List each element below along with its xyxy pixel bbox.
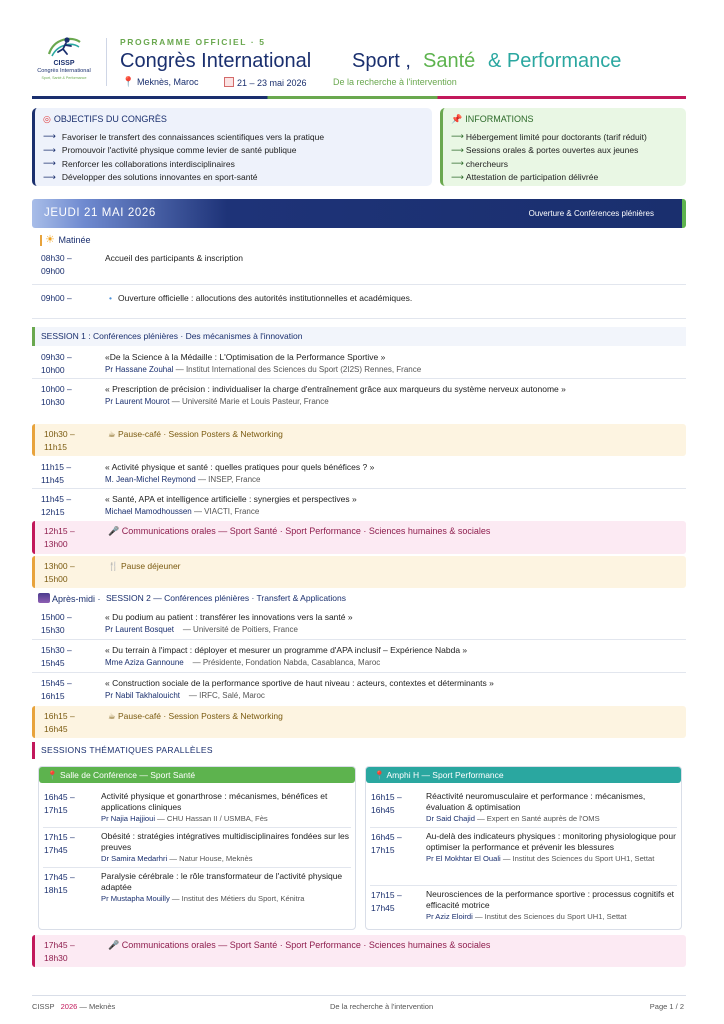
day-banner	[32, 199, 686, 228]
time-slot: 16h15 – 16h45	[371, 792, 402, 815]
talk-block	[426, 791, 678, 824]
speaker-name: Dr Said Chajid	[426, 814, 475, 823]
talk-title: • Ouverture officielle : allocutions des autorités institutionnelles et académiques.	[109, 293, 413, 303]
time-slot: 10h30 – 11h15	[44, 429, 75, 452]
runner-logo-icon	[46, 34, 82, 60]
communications-label: 🎤 Communications orales — Sport Santé · Sport Performance · Sciences humaines & sociales	[108, 940, 491, 950]
info-text: chercheurs	[465, 158, 508, 169]
cutlery-icon: 🍴	[108, 561, 121, 571]
coffee-icon: ☕	[108, 429, 118, 439]
objective-text: Favoriser le transfert des connaissances scientifiques vers la pratique	[61, 131, 325, 142]
afternoon-label	[38, 593, 101, 604]
logo-tagline: Sport, Santé & Performance	[41, 76, 87, 80]
page-footer	[32, 995, 686, 1015]
microphone-icon: 🎤	[108, 526, 122, 536]
time-slot: 11h15 – 11h45	[41, 462, 72, 485]
schedule-row	[32, 677, 686, 703]
location-pin-icon: 📍	[47, 770, 60, 780]
session-1-header: SESSION 1 : Conférences plénières · Des mécanismes à l'innovation	[32, 327, 686, 346]
arrow-right-icon: ⟶	[451, 158, 464, 169]
talk-title: «De la Science à la Médaille : L'Optimisation de la Performance Sportive »	[105, 352, 386, 362]
afternoon-text: Après-midi ·	[52, 594, 101, 604]
objective-text: Développer des solutions innovantes en sport-santé	[61, 172, 258, 183]
speaker-name: Pr Nabil Takhalouicht	[105, 691, 181, 700]
speaker-line	[101, 853, 351, 864]
title-sport: Sport ,	[352, 50, 411, 72]
objective-item	[43, 144, 424, 158]
time-slot: 10h00 – 10h30	[41, 384, 72, 407]
informations-heading	[451, 114, 678, 125]
objective-item	[43, 130, 424, 144]
talk-title: « Santé, APA et intelligence artificielle : synergies et perspectives »	[105, 494, 357, 504]
speaker-affiliation: — Institut des Métiers du Sport, Kénitra	[171, 894, 305, 903]
talk-block	[105, 611, 665, 636]
speaker-name: Pr El Mokhtar El Ouali	[426, 854, 501, 863]
logo-acronym: CISSP	[53, 60, 75, 67]
event-tagline: De la recherche à l'intervention	[333, 77, 457, 87]
speaker-name: Pr Najia Hajjioui	[101, 814, 156, 823]
speaker-name: Pr Laurent Mourot	[105, 397, 170, 406]
parallel-track-sport-sante	[38, 766, 356, 930]
info-text: Sessions orales & portes ouvertes aux jeunes	[465, 145, 639, 156]
page-header	[0, 0, 724, 98]
arrow-right-icon: ⟶	[451, 144, 464, 155]
talk-block	[105, 644, 665, 669]
talk-title: « Prescription de précision : individualiser la charge d'entraînement grâce aux marqueurs du système nerveux autonome »	[105, 384, 566, 394]
speaker-line	[426, 813, 678, 824]
speaker-line	[105, 506, 665, 518]
parallel-track-sport-performance	[365, 766, 682, 930]
oral-communications-row	[32, 521, 686, 554]
speaker-line	[105, 364, 665, 376]
arrow-right-icon: ⟶	[451, 131, 464, 142]
talk-block	[426, 831, 678, 864]
speaker-affiliation: — Natur House, Meknès	[169, 854, 253, 863]
speaker-affiliation: — Université Marie et Louis Pasteur, France	[171, 397, 329, 406]
day-subtitle: Ouverture & Conférences plénières	[528, 209, 654, 218]
talk-title: « Activité physique et santé : quelles pratiques pour quels bénéfices ? »	[105, 462, 375, 472]
time-slot: 09h00 –	[41, 293, 72, 303]
cissp-logo	[32, 34, 96, 90]
arrow-right-icon: ⟶	[43, 171, 56, 182]
row-divider	[32, 318, 686, 319]
speaker-affiliation: — INSEP, France	[197, 475, 261, 484]
track-header	[366, 767, 681, 783]
speaker-name: Pr Hassane Zouhal	[105, 365, 174, 374]
time-slot: 16h45 – 17h15	[44, 792, 75, 815]
talk-block	[105, 351, 665, 376]
speaker-name: Dr Samira Medarhri	[101, 854, 168, 863]
info-text: Attestation de participation délivrée	[465, 172, 599, 183]
bullet-dot-icon: •	[109, 293, 112, 303]
row-divider	[32, 284, 686, 285]
objectives-box	[32, 108, 432, 186]
arrow-right-icon: ⟶	[43, 144, 56, 155]
track-header	[39, 767, 355, 783]
speaker-name: M. Jean-Michel Reymond	[105, 475, 196, 484]
communications-label: 🎤 Communications orales — Sport Santé · Sport Performance · Sciences humaines & sociales	[108, 526, 491, 536]
lunch-break-row	[32, 556, 686, 588]
talk-block	[105, 461, 665, 486]
day-title: JEUDI 21 MAI 2026	[44, 207, 156, 219]
speaker-name: Mme Aziza Gannoune	[105, 658, 184, 667]
informations-title: INFORMATIONS	[465, 114, 534, 124]
schedule-row	[32, 493, 686, 519]
speaker-affiliation: — VIACTI, France	[193, 507, 260, 516]
oral-communications-row	[32, 935, 686, 967]
speaker-affiliation: — Institut International des Sciences du Sport (2I2S) Rennes, France	[175, 365, 422, 374]
objective-item	[43, 157, 424, 171]
schedule-row	[32, 351, 686, 377]
talk-title: Obésité : stratégies intégratives multidisciplinaires fondées sur les preuves	[101, 831, 350, 852]
afternoon-icon	[38, 593, 50, 603]
informations-box	[440, 108, 686, 186]
row-divider	[32, 672, 686, 673]
talk-block	[426, 889, 678, 922]
speaker-affiliation: — Institut des Sciences du Sport UH1, Settat	[474, 912, 627, 921]
talk-title: « Du podium au patient : transférer les innovations vers la santé »	[105, 612, 353, 622]
speaker-affiliation: — Université de Poitiers, France	[182, 625, 298, 634]
time-slot: 09h30 – 10h00	[41, 352, 72, 375]
talk-title: Au-delà des indicateurs physiques : monitoring physiologique pour optimiser la performance et prévenir les blessures	[426, 831, 676, 852]
time-slot: 08h30 – 09h00	[41, 253, 72, 276]
time-slot: 17h15 – 17h45	[371, 890, 402, 913]
time-slot: 16h15 – 16h45	[44, 711, 75, 734]
schedule-row	[32, 461, 686, 487]
microphone-icon: 🎤	[108, 940, 122, 950]
speaker-name: Michael Mamodhoussen	[105, 507, 192, 516]
speaker-line	[101, 813, 351, 824]
talk-block	[101, 871, 351, 904]
location-pin-icon: 📍	[374, 770, 387, 780]
coffee-break-row	[32, 424, 686, 456]
location-pin-icon: 📍	[122, 77, 135, 88]
time-slot: 17h45 – 18h15	[44, 872, 75, 895]
talk-title: « Du terrain à l'impact : déployer et mesurer un programme d'APA inclusif – Expérience Nabda »	[105, 645, 468, 655]
break-label: ☕ Pause-café · Session Posters & Networking	[108, 711, 283, 721]
talk-title: Réactivité neuromusculaire et performance : mécanismes, évaluation & optimisation	[426, 791, 646, 812]
title-performance: & Performance	[488, 50, 622, 72]
speaker-affiliation: — Expert en Santé auprès de l'OMS	[477, 814, 600, 823]
objective-item	[43, 171, 424, 185]
row-divider	[32, 378, 686, 379]
speaker-line	[105, 396, 665, 408]
row-divider	[32, 488, 686, 489]
talk-title: Activité physique et gonarthrose : mécanismes, bénéfices et applications cliniques	[101, 791, 328, 812]
talk-block	[105, 677, 665, 702]
info-item	[451, 171, 678, 185]
parallel-sessions-heading: SESSIONS THÉMATIQUES PARALLÈLES	[32, 742, 686, 759]
arrow-right-icon: ⟶	[43, 131, 56, 142]
objectives-title: OBJECTIFS DU CONGRÈS	[53, 114, 167, 124]
talk-title: Neurosciences de la performance sportive : processus cognitifs et efficacité motrice	[426, 889, 675, 910]
break-label: ☕ Pause-café · Session Posters & Networking	[108, 429, 283, 439]
pushpin-icon: 📌	[451, 114, 463, 124]
time-slot: 13h00 – 15h00	[44, 561, 75, 584]
speaker-name: Pr Laurent Bosquet	[105, 625, 174, 634]
time-slot: 15h00 – 15h30	[41, 612, 72, 635]
time-slot: 16h45 – 17h15	[371, 832, 402, 855]
city-label: Meknès, Maroc	[136, 77, 199, 87]
talk-block	[101, 831, 351, 864]
arrow-right-icon: ⟶	[451, 171, 464, 182]
footer-tagline: De la recherche à l'intervention	[330, 1002, 434, 1011]
schedule-row	[32, 383, 686, 421]
time-slot: 11h45 – 12h15	[41, 494, 72, 517]
page-title: Congrès International	[120, 50, 312, 72]
speaker-affiliation: — IRFC, Salé, Maroc	[188, 691, 265, 700]
track-title: Salle de Conférence — Sport Santé	[59, 770, 196, 780]
speaker-name: Pr Aziz Eloirdi	[426, 912, 473, 921]
speaker-name: Pr Mustapha Mouilly	[101, 894, 170, 903]
page-number: Page 1 / 2	[649, 1002, 684, 1011]
calendar-icon	[224, 77, 234, 87]
target-icon: ◎	[43, 114, 51, 124]
title-sante: Santé	[423, 50, 476, 72]
row-divider	[43, 827, 351, 828]
row-divider	[370, 885, 677, 886]
info-item	[451, 144, 678, 158]
speaker-line	[105, 657, 665, 669]
objective-text: Renforcer les collaborations interdisciplinaires	[61, 158, 235, 169]
speaker-line	[426, 911, 678, 922]
speaker-line	[105, 690, 665, 702]
event-location	[122, 77, 199, 88]
sun-icon: ☀	[45, 234, 55, 246]
talk-title: Paralysie cérébrale : le rôle transformateur de l'activité physique adaptée	[101, 871, 343, 892]
info-item	[451, 157, 678, 171]
speaker-affiliation: — Présidente, Fondation Nabda, Casablanca, Maroc	[192, 658, 381, 667]
objective-text: Promouvoir l'activité physique comme levier de santé publique	[61, 145, 297, 156]
row-divider	[370, 827, 677, 828]
logo-subtitle: Congrès International	[37, 68, 91, 74]
coffee-icon: ☕	[108, 711, 118, 721]
program-kicker: PROGRAMME OFFICIEL · 5	[120, 37, 266, 47]
row-divider	[43, 867, 351, 868]
objectives-heading	[43, 114, 424, 125]
break-label: 🍴 Pause déjeuner	[108, 561, 181, 571]
header-divider	[106, 38, 107, 86]
coffee-break-row	[32, 706, 686, 738]
info-item	[451, 130, 678, 144]
talk-block	[101, 791, 351, 824]
talk-block	[105, 493, 665, 518]
schedule-row	[32, 252, 686, 278]
row-divider	[32, 639, 686, 640]
session-2-header: SESSION 2 — Conférences plénières · Transfert & Applications	[106, 593, 347, 603]
info-text: Hébergement limité pour doctorants (tarif réduit)	[465, 131, 647, 142]
speaker-affiliation: — Institut des Sciences du Sport UH1, Settat	[502, 854, 655, 863]
track-title: Amphi H — Sport Performance	[386, 770, 504, 780]
schedule-row	[32, 644, 686, 670]
talk-title: « Construction sociale de la performance sportive de haut niveau : acteurs, contextes et déterminants »	[105, 678, 494, 688]
morning-text: Matinée	[58, 235, 91, 245]
talk-title: Accueil des participants & inscription	[105, 253, 243, 263]
time-slot: 17h45 – 18h30	[44, 940, 75, 963]
speaker-line	[426, 853, 678, 864]
speaker-line	[105, 474, 665, 486]
header-rule	[32, 96, 686, 99]
time-slot: 15h30 – 15h45	[41, 645, 72, 668]
arrow-right-icon: ⟶	[43, 158, 56, 169]
speaker-affiliation: — CHU Hassan II / USMBA, Fès	[157, 814, 268, 823]
speaker-line	[105, 624, 665, 636]
schedule-row	[32, 292, 686, 306]
speaker-line	[101, 893, 351, 904]
footer-brand: CISSP 2026 — Meknès	[32, 1002, 116, 1011]
event-dates	[224, 77, 307, 88]
talk-block	[105, 383, 665, 408]
dates-label: 21 – 23 mai 2026	[237, 78, 307, 88]
time-slot: 12h15 – 13h00	[44, 526, 75, 549]
morning-label	[40, 235, 91, 246]
time-slot: 17h15 – 17h45	[44, 832, 75, 855]
time-slot: 15h45 – 16h15	[41, 678, 72, 701]
schedule-row	[32, 611, 686, 637]
